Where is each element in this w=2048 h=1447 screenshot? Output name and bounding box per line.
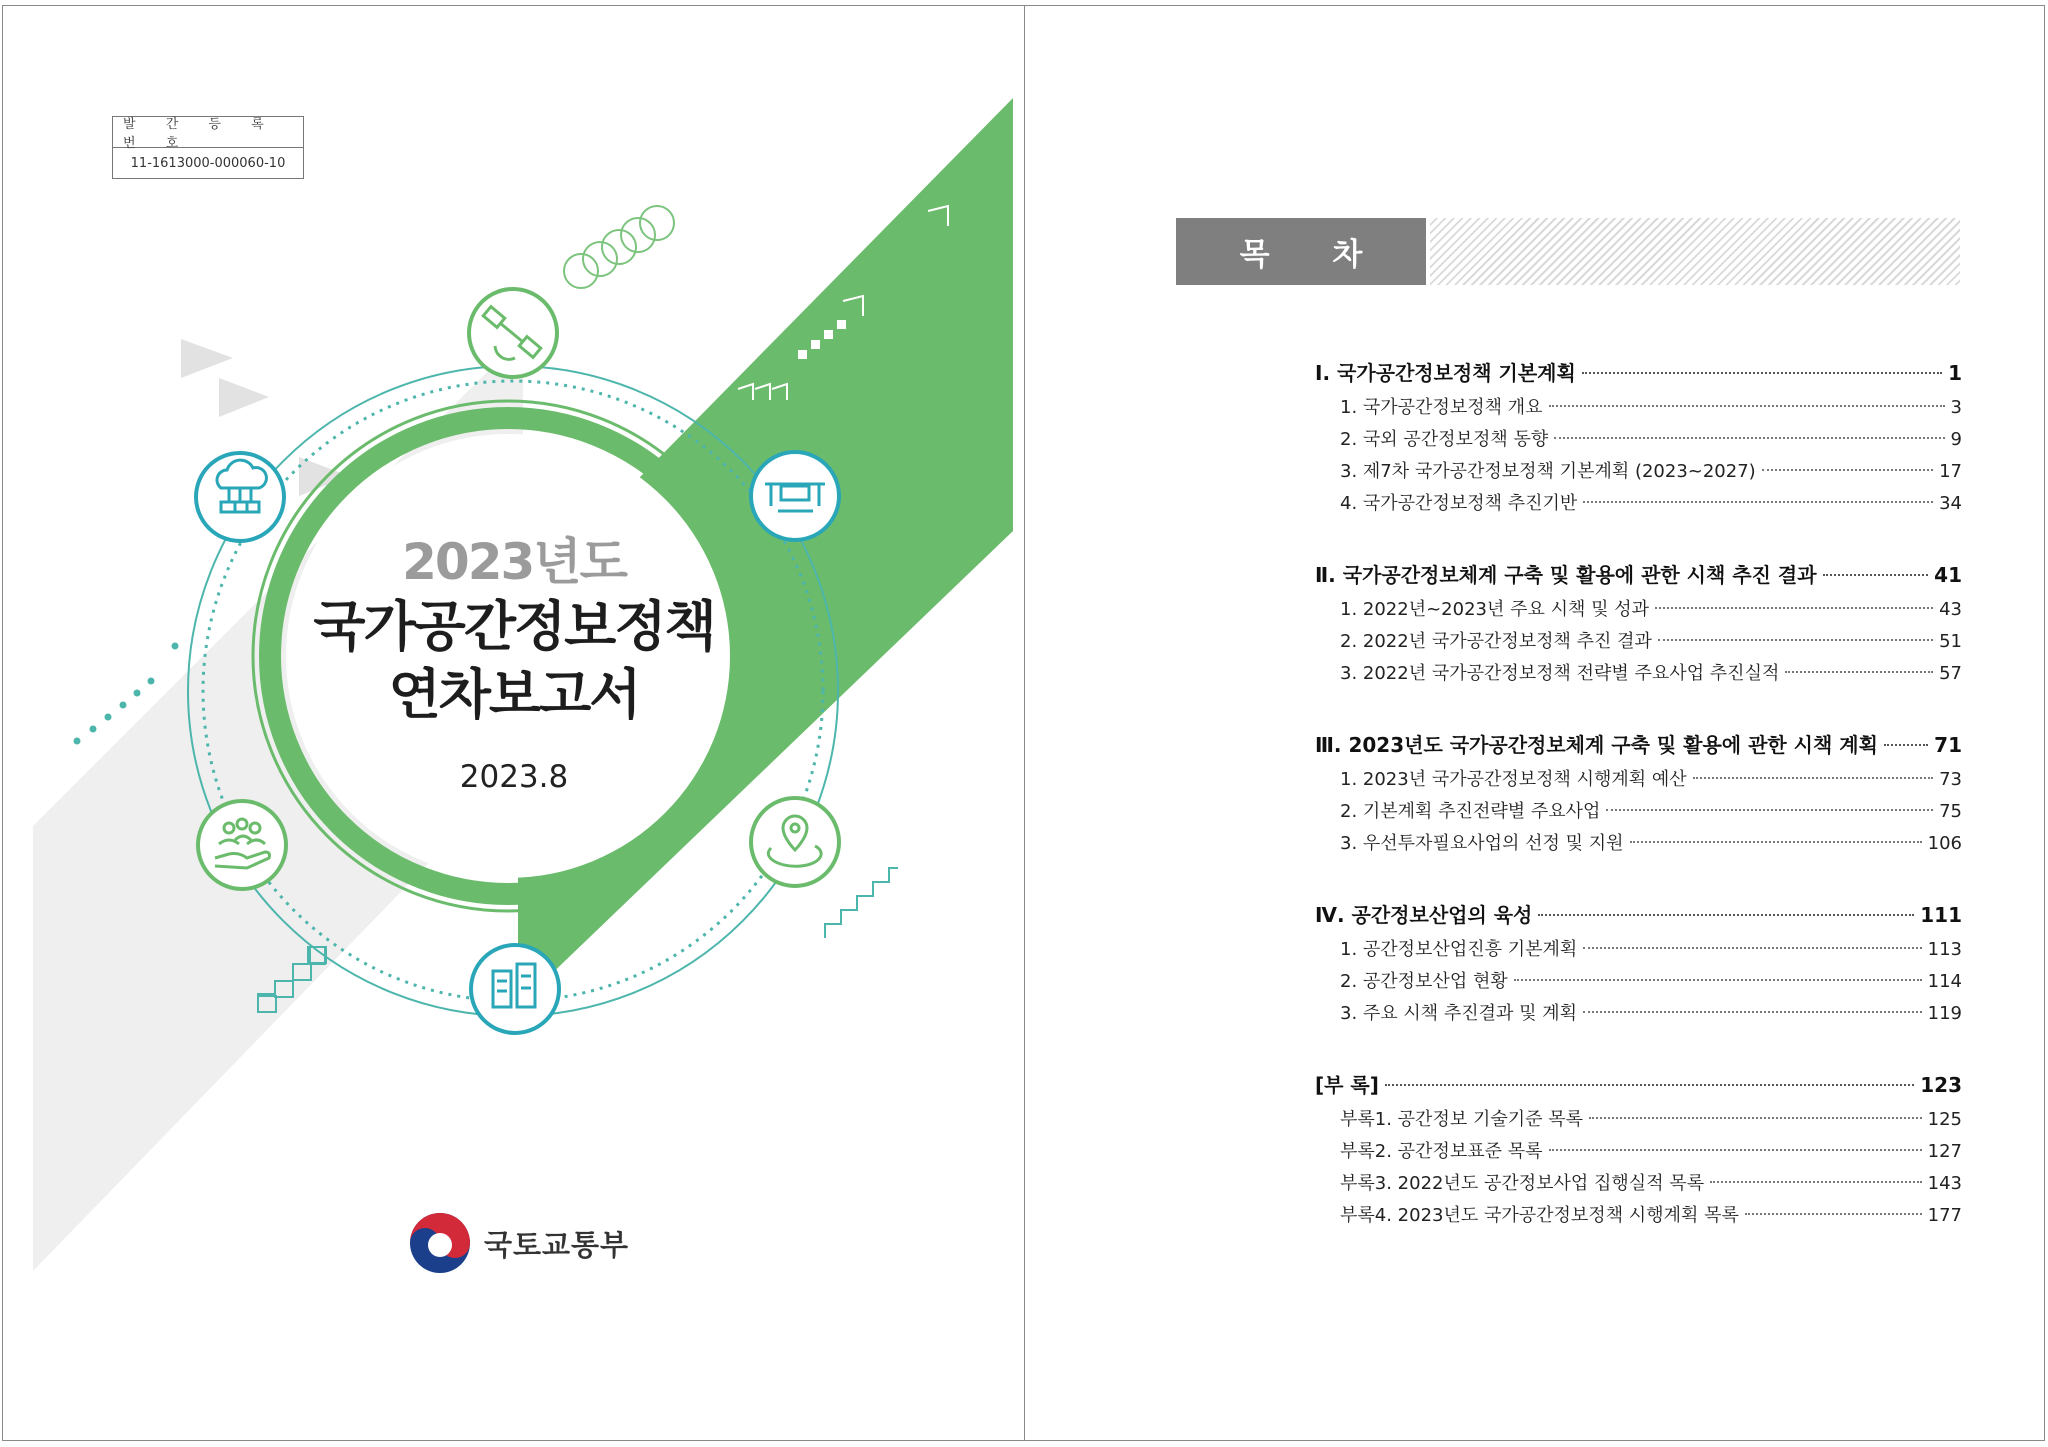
toc-page-number: 127 <box>1927 1141 1962 1162</box>
toc-item[interactable] <box>1315 1200 1962 1232</box>
dot-leader <box>1538 914 1914 916</box>
dot-leader <box>1583 501 1933 503</box>
toc-item[interactable] <box>1315 456 1962 488</box>
toc-item[interactable] <box>1315 934 1962 966</box>
toc-page-number: 17 <box>1939 461 1962 482</box>
map-location-icon <box>751 798 839 886</box>
toc-item[interactable] <box>1315 424 1962 456</box>
dot-leader <box>1549 405 1945 407</box>
dot-leader <box>1762 469 1933 471</box>
ministry-logo <box>408 1211 629 1275</box>
cover-title-year: 2023년도 <box>402 533 626 591</box>
registration-number: 11-1613000-000060-10 <box>130 155 286 171</box>
toc-item[interactable] <box>1315 488 1962 520</box>
toc-page-number: 51 <box>1939 631 1962 652</box>
toc-item[interactable] <box>1315 828 1962 860</box>
toc-item-title: 2. 공간정보산업 현황 <box>1340 971 1508 992</box>
taegeuk-emblem-icon <box>408 1211 472 1275</box>
toc-item-title: 부록4. 2023년도 국가공간정보정책 시행계획 목록 <box>1340 1205 1739 1226</box>
toc-page-number: 34 <box>1939 493 1962 514</box>
toc-item[interactable] <box>1315 796 1962 828</box>
toc-page-number: 71 <box>1934 733 1962 757</box>
toc-page-number: 75 <box>1939 801 1962 822</box>
cover-date: 2023.8 <box>459 759 569 795</box>
toc-item-title: 2. 2022년 국가공간정보정책 추진 결과 <box>1340 631 1652 652</box>
dot-leader <box>1658 639 1933 641</box>
gray-triangle <box>181 339 233 378</box>
dot-leader <box>1385 1084 1914 1086</box>
dot-leader <box>1582 372 1942 374</box>
toc-section-title: Ⅰ. 국가공간정보정책 기본계획 <box>1315 361 1576 385</box>
smart-building-icon <box>471 945 559 1033</box>
toc-page-number: 43 <box>1939 599 1962 620</box>
toc-page-number: 111 <box>1920 903 1962 927</box>
dot-leader <box>1606 809 1933 811</box>
teal-stair-line <box>825 868 898 938</box>
community-hand-icon <box>198 801 286 889</box>
toc-item[interactable] <box>1315 594 1962 626</box>
toc-section-entry[interactable] <box>1315 896 1962 934</box>
toc-page-number: 123 <box>1920 1073 1962 1097</box>
toc-page-number: 41 <box>1934 563 1962 587</box>
toc-item-title: 2. 기본계획 추진전략별 주요사업 <box>1340 801 1601 822</box>
toc-item-title: 부록2. 공간정보표준 목록 <box>1340 1141 1543 1162</box>
toc-section <box>1315 1066 1962 1232</box>
toc-item-title: 부록3. 2022년도 공간정보사업 집행실적 목록 <box>1340 1173 1705 1194</box>
gray-triangle <box>219 378 269 417</box>
ring-decoration <box>564 206 674 288</box>
toc-section <box>1315 896 1962 1030</box>
toc-list <box>1315 354 1962 1268</box>
toc-section-entry[interactable] <box>1315 726 1962 764</box>
toc-header: 목 차 <box>1176 218 1426 285</box>
registration-number-box <box>112 116 304 179</box>
dot-leader <box>1589 1117 1922 1119</box>
toc-item-title: 3. 2022년 국가공간정보정책 전략별 주요사업 추진실적 <box>1340 663 1780 684</box>
toc-section-entry[interactable] <box>1315 556 1962 594</box>
toc-item-title: 4. 국가공간정보정책 추진기반 <box>1340 493 1578 514</box>
dot-leader <box>1514 979 1922 981</box>
toc-item-title: 2. 국외 공간정보정책 동향 <box>1340 429 1549 450</box>
toc-page-number: 9 <box>1950 429 1962 450</box>
toc-section <box>1315 556 1962 690</box>
toc-item-title: 3. 제7차 국가공간정보정책 기본계획 (2023~2027) <box>1340 461 1756 482</box>
toc-item[interactable] <box>1315 658 1962 690</box>
toc-header-hatch <box>1430 218 1960 285</box>
toc-section-entry[interactable] <box>1315 354 1962 392</box>
registration-label: 발 간 등 록 번 호 <box>113 117 303 148</box>
dot-leader <box>1583 947 1921 949</box>
toc-section-title: [부 록] <box>1315 1073 1379 1097</box>
dot-leader <box>1583 1011 1922 1013</box>
dot-leader <box>1549 1149 1922 1151</box>
dot-leader <box>1823 574 1929 576</box>
toc-item[interactable] <box>1315 626 1962 658</box>
dot-leader <box>1655 607 1933 609</box>
toc-page-number: 143 <box>1927 1173 1962 1194</box>
toc-item[interactable] <box>1315 1168 1962 1200</box>
toc-item-title: 1. 2023년 국가공간정보정책 시행계획 예산 <box>1340 769 1687 790</box>
cover-title-block <box>284 531 744 795</box>
toc-item[interactable] <box>1315 998 1962 1030</box>
toc-page-number: 125 <box>1927 1109 1962 1130</box>
toc-item-title: 3. 우선투자필요사업의 선정 및 지원 <box>1340 833 1624 854</box>
dot-leader <box>1554 437 1944 439</box>
toc-section <box>1315 726 1962 860</box>
toc-item-title: 1. 공간정보산업진흥 기본계획 <box>1340 939 1578 960</box>
cloud-network-icon <box>196 453 284 541</box>
drone-icon <box>751 452 839 540</box>
toc-page-number: 106 <box>1927 833 1962 854</box>
satellite-icon <box>469 289 557 377</box>
toc-page-number: 113 <box>1927 939 1962 960</box>
dot-leader <box>1884 744 1928 746</box>
toc-page-number: 119 <box>1927 1003 1962 1024</box>
toc-section-title: Ⅲ. 2023년도 국가공간정보체계 구축 및 활용에 관한 시책 계획 <box>1315 733 1878 757</box>
toc-page-number: 73 <box>1939 769 1962 790</box>
toc-section-title: Ⅱ. 국가공간정보체계 구축 및 활용에 관한 시책 추진 결과 <box>1315 563 1817 587</box>
toc-section <box>1315 354 1962 520</box>
table-of-contents-page <box>1024 5 2045 1441</box>
toc-page-number: 3 <box>1950 397 1962 418</box>
toc-section-entry[interactable] <box>1315 1066 1962 1104</box>
toc-page-number: 1 <box>1948 361 1962 385</box>
toc-page-number: 114 <box>1927 971 1962 992</box>
toc-item[interactable] <box>1315 392 1962 424</box>
toc-item-title: 3. 주요 시책 추진결과 및 계획 <box>1340 1003 1578 1024</box>
toc-page-number: 177 <box>1927 1205 1962 1226</box>
dot-leader <box>1785 671 1933 673</box>
dot-leader <box>1630 841 1922 843</box>
toc-item-title: 1. 2022년~2023년 주요 시책 및 성과 <box>1340 599 1649 620</box>
ministry-name: 국토교통부 <box>484 1227 630 1262</box>
toc-item[interactable] <box>1315 1104 1962 1136</box>
toc-item-title: 1. 국가공간정보정책 개요 <box>1340 397 1543 418</box>
cover-title-line1: 국가공간정보정책 <box>313 595 715 658</box>
toc-item-title: 부록1. 공간정보 기술기준 목록 <box>1340 1109 1583 1130</box>
toc-item[interactable] <box>1315 764 1962 796</box>
toc-item[interactable] <box>1315 1136 1962 1168</box>
dot-leader <box>1710 1181 1922 1183</box>
dot-leader <box>1693 777 1933 779</box>
toc-item[interactable] <box>1315 966 1962 998</box>
cover-page <box>2 5 1025 1441</box>
toc-page-number: 57 <box>1939 663 1962 684</box>
cover-title-line2: 연차보고서 <box>388 663 640 726</box>
toc-section-title: Ⅳ. 공간정보산업의 육성 <box>1315 903 1533 927</box>
dot-leader <box>1745 1213 1922 1215</box>
